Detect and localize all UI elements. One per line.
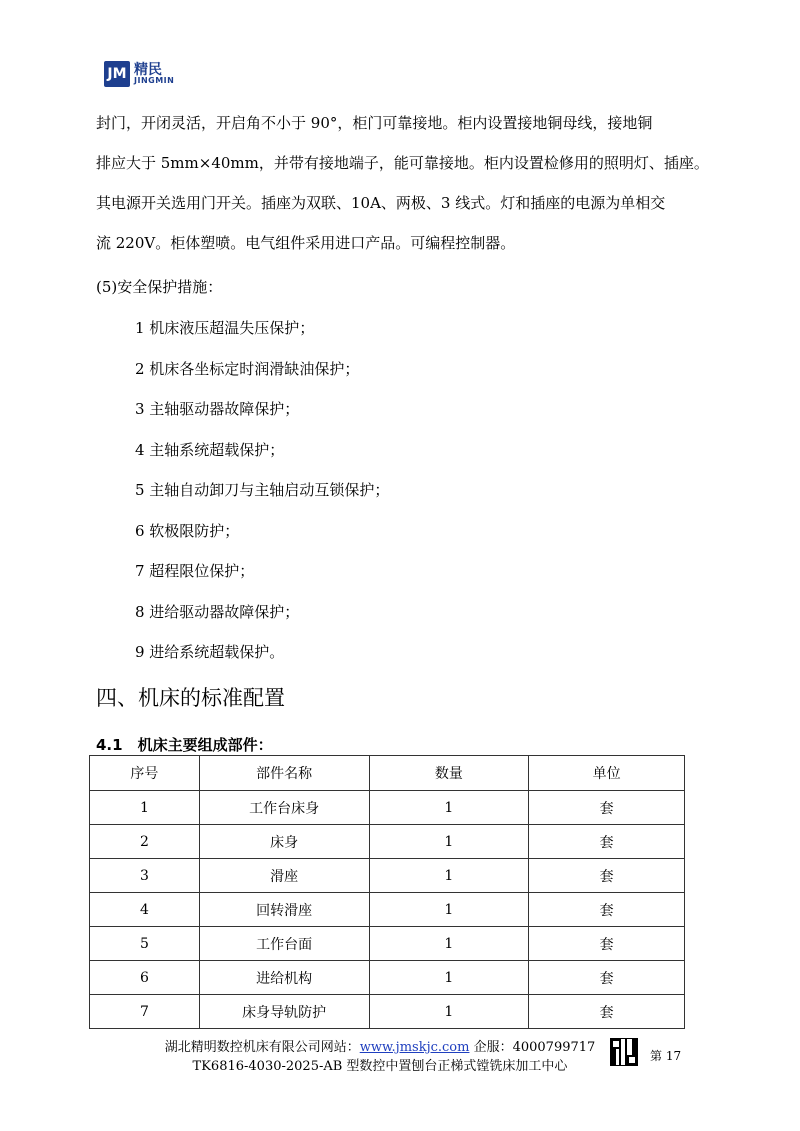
table-cell: 1 [369,825,529,859]
table-cell: 1 [369,927,529,961]
page-number: 第 17 [650,1049,682,1063]
table-cell: 3 [90,859,200,893]
list-item: 3 主轴驱动器故障保护； [135,400,300,418]
table-row [90,893,685,927]
list-item: 6 软极限防护； [135,521,240,540]
table-cell: 套 [529,893,685,927]
list-item: 2 机床各坐标定时润滑缺油保护； [135,359,360,378]
table-row [90,791,685,825]
table-header-row [90,756,685,791]
table-cell: 回转滑座 [199,893,369,927]
list-item: 8 进给驱动器故障保护； [135,602,300,621]
table-cell: 7 [90,995,200,1029]
safety-list [135,308,389,673]
table-cell: 1 [369,791,529,825]
table-cell: 6 [90,961,200,995]
list-item: 9 进给系统超载保护。 [135,643,285,661]
paragraph-line: 流 220V。柜体塑喷。电气组件采用进口产品。可编程控制器。 [96,234,516,252]
paragraph-line: 其电源开关选用门开关。插座为双联、10A、两极、3 线式。灯和插座的电源为单相交 [96,194,666,212]
footer-model-line: TK6816-4030-2025-AB 型数控中置刨台正梯式镗铣床加工中心 [192,1059,568,1074]
table-cell: 套 [529,995,685,1029]
header-cell-name: 部件名称 [199,756,369,791]
website-link[interactable]: www.jmskjc.com [359,1040,470,1055]
table-cell: 5 [90,927,200,961]
table-cell: 滑座 [199,859,369,893]
table-cell: 套 [529,825,685,859]
table-cell: 床身 [199,825,369,859]
table-cell: 1 [369,893,529,927]
table-row [90,859,685,893]
company-logo [104,57,194,91]
logo-mark-icon: JM [104,61,130,87]
table-cell: 1 [369,995,529,1029]
table-cell: 套 [529,859,685,893]
table-cell: 套 [529,927,685,961]
table-cell: 1 [369,961,529,995]
safety-heading: (5)安全保护措施： [96,278,223,296]
table-cell: 进给机构 [199,961,369,995]
table-cell: 套 [529,961,685,995]
paragraph-line: 封门，开闭灵活，开启角不小于 90°，柜门可靠接地。柜内设置接地铜母线，接地铜 [96,114,653,132]
list-item: 7 超程限位保护； [135,562,255,580]
logo-text [134,63,174,85]
table-row [90,995,685,1029]
list-item: 1 机床液压超温失压保护； [135,319,315,337]
table-row [90,927,685,961]
cabinet-paragraph [96,103,708,263]
table-cell: 工作台床身 [199,791,369,825]
paragraph-line: 排应大于 5mm×40mm，并带有接地端子，能可靠接地。柜内设置检修用的照明灯、插座。 [96,154,709,172]
footer-contact-line [140,1038,620,1057]
footer-service: 企服：4000799717 [469,1040,596,1055]
table-row [90,961,685,995]
table-cell: 2 [90,825,200,859]
logo-text-cn: 精民 [134,62,162,78]
list-item: 5 主轴自动卸刀与主轴启动互锁保护； [135,481,390,499]
qr-code-icon [611,1039,637,1065]
logo-text-en: JINGMIN [134,76,175,85]
table-cell: 1 [90,791,200,825]
subsection-title: 4.1 机床主要组成部件： [96,736,273,754]
table-cell: 套 [529,791,685,825]
footer-company: 湖北精明数控机床有限公司网站： [164,1040,360,1055]
table-cell: 1 [369,859,529,893]
table-row [90,825,685,859]
list-item: 4 主轴系统超载保护； [135,440,285,459]
header-cell-index: 序号 [90,756,200,791]
header-cell-unit: 单位 [529,756,685,791]
table-cell: 4 [90,893,200,927]
header-cell-quantity: 数量 [369,756,529,791]
table-cell: 工作台面 [199,927,369,961]
page-footer [140,1038,620,1076]
parts-table [89,755,685,1029]
section-title: 四、机床的标准配置 [96,686,285,710]
table-cell: 床身导轨防护 [199,995,369,1029]
